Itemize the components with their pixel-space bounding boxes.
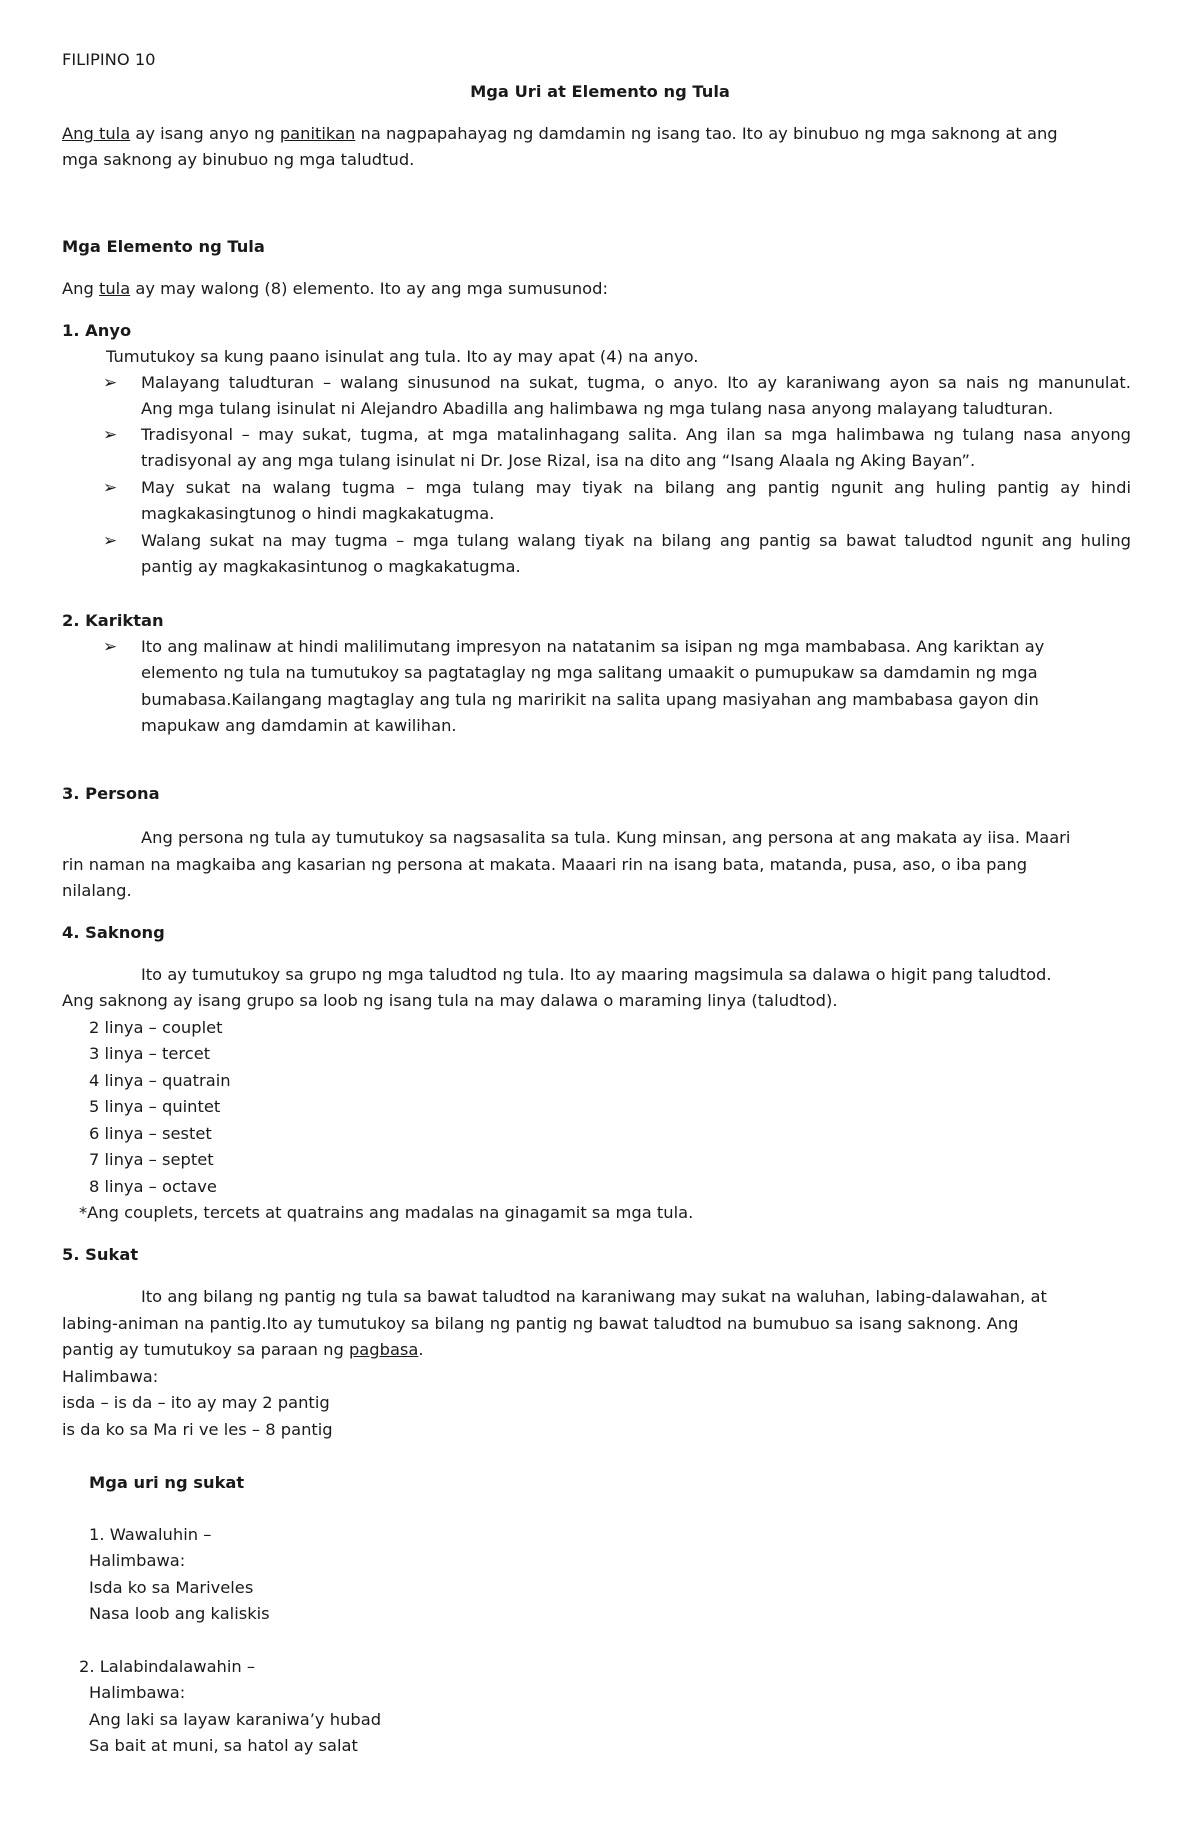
term-pagbasa: pagbasa xyxy=(348,1340,419,1359)
uri-lalabindalawahin-title: 2. Lalabindalawahin – xyxy=(79,1657,256,1676)
uri-verse-line: Nasa loob ang kaliskis xyxy=(89,1604,270,1623)
term-panitikan: panitikan xyxy=(279,124,356,143)
anyo-bullet-3-line-2: magkakasingtunog o hindi magkakatugma. xyxy=(141,504,495,523)
uri-example-label: Halimbawa: xyxy=(89,1683,186,1702)
sukat-example-label: Halimbawa: xyxy=(62,1367,159,1386)
saknong-line-2: Ang saknong ay isang grupo sa loob ng isang tula na may dalawa o maraming linya (taludtod). xyxy=(62,991,838,1010)
linya-item: 6 linya – sestet xyxy=(89,1124,212,1143)
kariktan-line-2: elemento ng tula na tumutukoy sa pagtataglay ng mga salitang umaakit o pumupukaw sa damdamin ng mga xyxy=(141,663,1038,682)
anyo-bullet-1-line-1: Malayang taludturan – walang sinusunod na sukat, tugma, o anyo. Ito ay karaniwang ayon sa nais ng manunulat. xyxy=(141,373,1131,392)
persona-line-2: rin naman na magkaiba ang kasarian ng persona at makata. Maaari rin na isang bata, matanda, pusa, aso, o iba pang xyxy=(62,855,1028,874)
arrow-bullet-icon: ➢ xyxy=(103,637,118,657)
sukat-example-1: isda – is da – ito ay may 2 pantig xyxy=(62,1393,330,1412)
sukat-line-1: Ito ang bilang ng pantig ng tula sa bawat taludtod na karaniwang may sukat na waluhan, labing-dalawahan, at xyxy=(141,1287,1047,1306)
elements-intro-text: Ang xyxy=(62,279,99,298)
linya-item: 8 linya – octave xyxy=(89,1177,217,1196)
heading-anyo: 1. Anyo xyxy=(62,321,132,340)
sukat-text: . xyxy=(418,1340,424,1359)
anyo-bullet-1-line-2: Ang mga tulang isinulat ni Alejandro Abadilla ang halimbawa ng mga tulang nasa anyong malayang taludturan. xyxy=(141,399,1054,418)
sukat-example-2: is da ko sa Ma ri ve les – 8 pantig xyxy=(62,1420,333,1439)
linya-item: 2 linya – couplet xyxy=(89,1018,223,1037)
intro-text: ay isang anyo ng xyxy=(130,124,280,143)
persona-line-1: Ang persona ng tula ay tumutukoy sa nagsasalita sa tula. Kung minsan, ang persona at ang makata ay iisa. Maari xyxy=(141,828,1071,847)
elements-intro-text: ay may walong (8) elemento. Ito ay ang mga sumusunod: xyxy=(130,279,608,298)
heading-kariktan: 2. Kariktan xyxy=(62,611,164,630)
document-title: Mga Uri at Elemento ng Tula xyxy=(470,82,730,101)
arrow-bullet-icon: ➢ xyxy=(103,531,118,551)
sukat-line-2: labing-animan na pantig.Ito ay tumutukoy sa bilang ng pantig ng bawat taludtod na bumubuo sa isang saknong. Ang xyxy=(62,1314,1019,1333)
heading-persona: 3. Persona xyxy=(62,784,160,803)
arrow-bullet-icon: ➢ xyxy=(103,425,118,445)
linya-item: 5 linya – quintet xyxy=(89,1097,221,1116)
anyo-bullet-4-line-1: Walang sukat na may tugma – mga tulang walang tiyak na bilang ang pantig sa bawat taludtod ngunit ang huling xyxy=(141,531,1131,550)
subject-label: FILIPINO 10 xyxy=(62,50,156,69)
heading-saknong: 4. Saknong xyxy=(62,923,165,942)
uri-wawaluhin-title: 1. Wawaluhin – xyxy=(89,1525,212,1544)
elements-intro xyxy=(62,276,608,303)
anyo-bullet-2-line-1: Tradisyonal – may sukat, tugma, at mga matalinhagang salita. Ang ilan sa mga halimbawa ng tulang nasa anyong xyxy=(141,425,1131,444)
term-tula: Ang tula xyxy=(62,124,131,143)
anyo-description: Tumutukoy sa kung paano isinulat ang tula. Ito ay may apat (4) na anyo. xyxy=(106,347,699,366)
kariktan-line-4: mapukaw ang damdamin at kawilihan. xyxy=(141,716,457,735)
intro-line-2: mga saknong ay binubuo ng mga taludtud. xyxy=(62,150,415,169)
anyo-bullet-4-line-2: pantig ay magkakasintunog o magkakatugma. xyxy=(141,557,521,576)
anyo-bullet-3-line-1: May sukat na walang tugma – mga tulang may tiyak na bilang ang pantig ngunit ang huling pantig ay hindi xyxy=(141,478,1131,497)
linya-item: 3 linya – tercet xyxy=(89,1044,211,1063)
sukat-text: pantig ay tumutukoy sa paraan ng xyxy=(62,1340,349,1359)
anyo-bullet-2-line-2: tradisyonal ay ang mga tulang isinulat ni Dr. Jose Rizal, isa na dito ang “Isang Alaala ng Aking Bayan”. xyxy=(141,451,976,470)
linya-item: 7 linya – septet xyxy=(89,1150,214,1169)
heading-uri-ng-sukat: Mga uri ng sukat xyxy=(89,1473,245,1492)
section-heading-elements: Mga Elemento ng Tula xyxy=(62,237,265,256)
sukat-line-3 xyxy=(62,1337,424,1364)
uri-example-label: Halimbawa: xyxy=(89,1551,186,1570)
linya-item: 4 linya – quatrain xyxy=(89,1071,231,1090)
kariktan-line-1: Ito ang malinaw at hindi malilimutang impresyon na natatanim sa isipan ng mga mambabasa. Ang kariktan ay xyxy=(141,637,1045,656)
arrow-bullet-icon: ➢ xyxy=(103,478,118,498)
uri-verse-line: Isda ko sa Mariveles xyxy=(89,1578,254,1597)
persona-line-3: nilalang. xyxy=(62,881,132,900)
heading-sukat: 5. Sukat xyxy=(62,1245,139,1264)
arrow-bullet-icon: ➢ xyxy=(103,373,118,393)
term-tula: tula xyxy=(98,279,131,298)
uri-verse-line: Sa bait at muni, sa hatol ay salat xyxy=(89,1736,358,1755)
saknong-note: *Ang couplets, tercets at quatrains ang madalas na ginagamit sa mga tula. xyxy=(79,1203,694,1222)
saknong-line-1: Ito ay tumutukoy sa grupo ng mga taludtod ng tula. Ito ay maaring magsimula sa dalawa o higit pang taludtod. xyxy=(141,965,1052,984)
intro-line-1 xyxy=(62,121,1058,148)
kariktan-line-3: bumabasa.Kailangang magtaglay ang tula ng maririkit na salita upang masiyahan ang mambabasa gayon din xyxy=(141,690,1039,709)
intro-text: na nagpapahayag ng damdamin ng isang tao. Ito ay binubuo ng mga saknong at ang xyxy=(355,124,1058,143)
uri-verse-line: Ang laki sa layaw karaniwa’y hubad xyxy=(89,1710,382,1729)
